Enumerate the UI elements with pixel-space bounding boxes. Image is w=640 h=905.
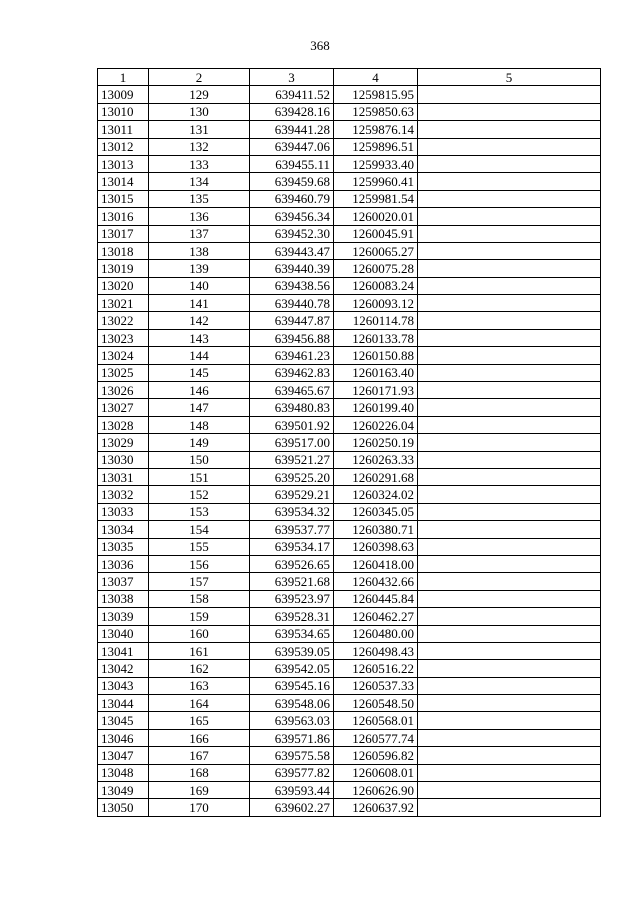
table-cell: 1260626.90 bbox=[334, 782, 418, 799]
table-row bbox=[98, 208, 601, 225]
table-cell: 1260199.40 bbox=[334, 399, 418, 416]
table-cell: 639455.11 bbox=[250, 155, 334, 172]
table-cell bbox=[418, 295, 601, 312]
table-cell: 163 bbox=[149, 677, 250, 694]
table-cell: 639428.16 bbox=[250, 103, 334, 120]
table-cell bbox=[418, 86, 601, 103]
table-row bbox=[98, 399, 601, 416]
table-cell: 13026 bbox=[98, 382, 149, 399]
table-cell: 639411.52 bbox=[250, 86, 334, 103]
table-cell: 1260065.27 bbox=[334, 242, 418, 259]
table-cell: 13013 bbox=[98, 155, 149, 172]
table-cell: 1260083.24 bbox=[334, 277, 418, 294]
table-cell: 149 bbox=[149, 434, 250, 451]
table-row bbox=[98, 608, 601, 625]
table-cell bbox=[418, 382, 601, 399]
table-cell: 129 bbox=[149, 86, 250, 103]
table-cell bbox=[418, 712, 601, 729]
table-cell bbox=[418, 695, 601, 712]
table-cell: 135 bbox=[149, 190, 250, 207]
table-cell: 639548.06 bbox=[250, 695, 334, 712]
table-cell: 639462.83 bbox=[250, 364, 334, 381]
table-cell bbox=[418, 503, 601, 520]
table-cell: 13012 bbox=[98, 138, 149, 155]
table-cell: 13036 bbox=[98, 555, 149, 572]
table-cell: 13029 bbox=[98, 434, 149, 451]
table-cell bbox=[418, 208, 601, 225]
table-cell: 13045 bbox=[98, 712, 149, 729]
table-row bbox=[98, 260, 601, 277]
table-cell: 1260462.27 bbox=[334, 608, 418, 625]
table-cell: 1260163.40 bbox=[334, 364, 418, 381]
table-cell: 166 bbox=[149, 729, 250, 746]
table-cell: 1260075.28 bbox=[334, 260, 418, 277]
table-cell: 131 bbox=[149, 121, 250, 138]
table-cell: 639456.34 bbox=[250, 208, 334, 225]
table-cell: 639460.79 bbox=[250, 190, 334, 207]
table-cell: 639528.31 bbox=[250, 608, 334, 625]
table-cell bbox=[418, 538, 601, 555]
table-cell: 151 bbox=[149, 468, 250, 485]
table-cell: 13035 bbox=[98, 538, 149, 555]
table-cell: 170 bbox=[149, 799, 250, 816]
table-cell: 639542.05 bbox=[250, 660, 334, 677]
table-cell bbox=[418, 782, 601, 799]
table-cell: 13047 bbox=[98, 747, 149, 764]
table-cell: 164 bbox=[149, 695, 250, 712]
table-row bbox=[98, 103, 601, 120]
table-cell: 1260380.71 bbox=[334, 521, 418, 538]
table-cell bbox=[418, 764, 601, 781]
table-cell bbox=[418, 729, 601, 746]
coordinates-table bbox=[97, 68, 601, 817]
table-cell: 13009 bbox=[98, 86, 149, 103]
table-cell: 158 bbox=[149, 590, 250, 607]
table-cell bbox=[418, 277, 601, 294]
table-cell: 639480.83 bbox=[250, 399, 334, 416]
table-row bbox=[98, 486, 601, 503]
table-cell bbox=[418, 677, 601, 694]
table-cell bbox=[418, 451, 601, 468]
table-cell: 13010 bbox=[98, 103, 149, 120]
table-cell: 1260133.78 bbox=[334, 329, 418, 346]
table-cell: 1260608.01 bbox=[334, 764, 418, 781]
table-cell: 639452.30 bbox=[250, 225, 334, 242]
table-cell: 1260263.33 bbox=[334, 451, 418, 468]
table-cell: 639571.86 bbox=[250, 729, 334, 746]
table-cell: 1259815.95 bbox=[334, 86, 418, 103]
table-row bbox=[98, 590, 601, 607]
table-cell: 639539.05 bbox=[250, 642, 334, 659]
table-cell: 147 bbox=[149, 399, 250, 416]
table-cell bbox=[418, 190, 601, 207]
table-cell: 1260568.01 bbox=[334, 712, 418, 729]
table-cell: 152 bbox=[149, 486, 250, 503]
table-cell: 1259981.54 bbox=[334, 190, 418, 207]
table-cell: 13014 bbox=[98, 173, 149, 190]
table-cell: 639534.17 bbox=[250, 538, 334, 555]
table-cell: 1260398.63 bbox=[334, 538, 418, 555]
table-cell: 639438.56 bbox=[250, 277, 334, 294]
column-header: 5 bbox=[418, 69, 601, 86]
table-cell: 155 bbox=[149, 538, 250, 555]
table-cell: 161 bbox=[149, 642, 250, 659]
table-cell: 13039 bbox=[98, 608, 149, 625]
table-cell: 146 bbox=[149, 382, 250, 399]
table-cell: 1260418.00 bbox=[334, 555, 418, 572]
table-row bbox=[98, 538, 601, 555]
table-cell: 1259960.41 bbox=[334, 173, 418, 190]
column-header: 2 bbox=[149, 69, 250, 86]
table-cell: 13049 bbox=[98, 782, 149, 799]
table-cell: 1260045.91 bbox=[334, 225, 418, 242]
table-cell: 13042 bbox=[98, 660, 149, 677]
table-cell: 1260498.43 bbox=[334, 642, 418, 659]
table-cell bbox=[418, 468, 601, 485]
table-cell bbox=[418, 399, 601, 416]
table-cell: 13023 bbox=[98, 329, 149, 346]
table-cell: 1260637.92 bbox=[334, 799, 418, 816]
table-cell: 639545.16 bbox=[250, 677, 334, 694]
table-cell: 139 bbox=[149, 260, 250, 277]
table-cell bbox=[418, 486, 601, 503]
table-cell: 639461.23 bbox=[250, 347, 334, 364]
table-row bbox=[98, 677, 601, 694]
table-cell: 141 bbox=[149, 295, 250, 312]
table-cell: 639440.78 bbox=[250, 295, 334, 312]
table-cell: 1260445.84 bbox=[334, 590, 418, 607]
table-cell: 1260577.74 bbox=[334, 729, 418, 746]
table-row bbox=[98, 468, 601, 485]
table-cell: 1260480.00 bbox=[334, 625, 418, 642]
table-cell: 1260516.22 bbox=[334, 660, 418, 677]
table-cell bbox=[418, 747, 601, 764]
table-cell: 132 bbox=[149, 138, 250, 155]
table-cell: 639517.00 bbox=[250, 434, 334, 451]
table-cell: 639441.28 bbox=[250, 121, 334, 138]
table-cell: 13011 bbox=[98, 121, 149, 138]
table-cell: 159 bbox=[149, 608, 250, 625]
table-cell: 156 bbox=[149, 555, 250, 572]
table-cell bbox=[418, 573, 601, 590]
column-header: 4 bbox=[334, 69, 418, 86]
table-row bbox=[98, 329, 601, 346]
table-cell: 13017 bbox=[98, 225, 149, 242]
table-cell bbox=[418, 312, 601, 329]
table-row bbox=[98, 121, 601, 138]
table-cell: 162 bbox=[149, 660, 250, 677]
table-cell: 13041 bbox=[98, 642, 149, 659]
table-cell: 140 bbox=[149, 277, 250, 294]
table-cell: 13027 bbox=[98, 399, 149, 416]
table-cell bbox=[418, 329, 601, 346]
table-row bbox=[98, 573, 601, 590]
table-cell: 13050 bbox=[98, 799, 149, 816]
page-number: 368 bbox=[310, 38, 330, 53]
table-row bbox=[98, 364, 601, 381]
table-row bbox=[98, 747, 601, 764]
table-cell bbox=[418, 138, 601, 155]
table-row bbox=[98, 503, 601, 520]
table-row bbox=[98, 416, 601, 433]
table-cell: 1259850.63 bbox=[334, 103, 418, 120]
table-cell: 154 bbox=[149, 521, 250, 538]
table-cell: 1259876.14 bbox=[334, 121, 418, 138]
table-cell: 13043 bbox=[98, 677, 149, 694]
table-cell: 639577.82 bbox=[250, 764, 334, 781]
table-cell: 1260324.02 bbox=[334, 486, 418, 503]
table-cell: 144 bbox=[149, 347, 250, 364]
table-cell: 1260596.82 bbox=[334, 747, 418, 764]
table-cell: 1260537.33 bbox=[334, 677, 418, 694]
table-cell bbox=[418, 364, 601, 381]
table-cell bbox=[418, 590, 601, 607]
table-cell: 168 bbox=[149, 764, 250, 781]
table-cell: 133 bbox=[149, 155, 250, 172]
table-cell: 639525.20 bbox=[250, 468, 334, 485]
table-cell: 13028 bbox=[98, 416, 149, 433]
table-cell: 639447.87 bbox=[250, 312, 334, 329]
table-cell: 639459.68 bbox=[250, 173, 334, 190]
table-cell bbox=[418, 225, 601, 242]
table-cell: 1259896.51 bbox=[334, 138, 418, 155]
table-cell: 639529.21 bbox=[250, 486, 334, 503]
table-row bbox=[98, 382, 601, 399]
table-row bbox=[98, 138, 601, 155]
table-row bbox=[98, 729, 601, 746]
table-row bbox=[98, 712, 601, 729]
table-cell: 13048 bbox=[98, 764, 149, 781]
table-cell: 1260432.66 bbox=[334, 573, 418, 590]
table-cell: 13025 bbox=[98, 364, 149, 381]
table-cell: 1259933.40 bbox=[334, 155, 418, 172]
table-row bbox=[98, 451, 601, 468]
table-cell bbox=[418, 799, 601, 816]
table-cell: 143 bbox=[149, 329, 250, 346]
table-cell: 130 bbox=[149, 103, 250, 120]
table-cell: 160 bbox=[149, 625, 250, 642]
table-row bbox=[98, 295, 601, 312]
table-row bbox=[98, 625, 601, 642]
table-row bbox=[98, 190, 601, 207]
table-cell: 145 bbox=[149, 364, 250, 381]
table-cell: 1260345.05 bbox=[334, 503, 418, 520]
table-cell: 13038 bbox=[98, 590, 149, 607]
table-cell: 136 bbox=[149, 208, 250, 225]
table-row bbox=[98, 521, 601, 538]
column-header: 3 bbox=[250, 69, 334, 86]
table-cell: 639593.44 bbox=[250, 782, 334, 799]
table-cell: 1260171.93 bbox=[334, 382, 418, 399]
table-cell: 1260093.12 bbox=[334, 295, 418, 312]
table-row bbox=[98, 155, 601, 172]
table-cell: 13044 bbox=[98, 695, 149, 712]
table-cell: 639537.77 bbox=[250, 521, 334, 538]
table-cell: 13046 bbox=[98, 729, 149, 746]
table-cell: 1260291.68 bbox=[334, 468, 418, 485]
table-cell bbox=[418, 434, 601, 451]
table-cell bbox=[418, 242, 601, 259]
table-cell bbox=[418, 625, 601, 642]
table-cell bbox=[418, 260, 601, 277]
table-cell: 639575.58 bbox=[250, 747, 334, 764]
table-cell: 639534.32 bbox=[250, 503, 334, 520]
table-row bbox=[98, 277, 601, 294]
table-cell: 13015 bbox=[98, 190, 149, 207]
table-cell: 13016 bbox=[98, 208, 149, 225]
table-row bbox=[98, 86, 601, 103]
table-row bbox=[98, 782, 601, 799]
table-cell: 142 bbox=[149, 312, 250, 329]
table-cell bbox=[418, 555, 601, 572]
table-cell bbox=[418, 155, 601, 172]
table-cell: 1260114.78 bbox=[334, 312, 418, 329]
table-cell: 137 bbox=[149, 225, 250, 242]
table-cell: 13020 bbox=[98, 277, 149, 294]
table-cell: 134 bbox=[149, 173, 250, 190]
table-cell: 153 bbox=[149, 503, 250, 520]
table-row bbox=[98, 555, 601, 572]
table-cell: 13024 bbox=[98, 347, 149, 364]
table-cell: 169 bbox=[149, 782, 250, 799]
table-cell: 639456.88 bbox=[250, 329, 334, 346]
table-cell bbox=[418, 660, 601, 677]
table-cell: 13021 bbox=[98, 295, 149, 312]
table-cell: 13033 bbox=[98, 503, 149, 520]
table-cell: 13034 bbox=[98, 521, 149, 538]
table-cell: 165 bbox=[149, 712, 250, 729]
table-cell: 138 bbox=[149, 242, 250, 259]
table-cell: 639534.65 bbox=[250, 625, 334, 642]
table-cell: 1260250.19 bbox=[334, 434, 418, 451]
table-cell: 639501.92 bbox=[250, 416, 334, 433]
table-cell: 13032 bbox=[98, 486, 149, 503]
table-body bbox=[98, 86, 601, 816]
table-cell: 1260548.50 bbox=[334, 695, 418, 712]
column-header: 1 bbox=[98, 69, 149, 86]
table-row bbox=[98, 312, 601, 329]
table-cell: 639523.97 bbox=[250, 590, 334, 607]
table-cell bbox=[418, 642, 601, 659]
table-cell: 639440.39 bbox=[250, 260, 334, 277]
table-row bbox=[98, 347, 601, 364]
table-cell: 639602.27 bbox=[250, 799, 334, 816]
table-cell bbox=[418, 121, 601, 138]
table-row bbox=[98, 764, 601, 781]
table-row bbox=[98, 660, 601, 677]
table-cell: 13040 bbox=[98, 625, 149, 642]
table-cell bbox=[418, 416, 601, 433]
table-row bbox=[98, 225, 601, 242]
table-cell: 13031 bbox=[98, 468, 149, 485]
table-cell: 639447.06 bbox=[250, 138, 334, 155]
table-cell: 167 bbox=[149, 747, 250, 764]
table-row bbox=[98, 642, 601, 659]
table-cell: 150 bbox=[149, 451, 250, 468]
table-cell: 148 bbox=[149, 416, 250, 433]
table-cell bbox=[418, 521, 601, 538]
table-cell: 639465.67 bbox=[250, 382, 334, 399]
table-cell: 13037 bbox=[98, 573, 149, 590]
table-cell: 13019 bbox=[98, 260, 149, 277]
table-row bbox=[98, 173, 601, 190]
table-cell: 1260226.04 bbox=[334, 416, 418, 433]
table-cell bbox=[418, 173, 601, 190]
table-cell: 13018 bbox=[98, 242, 149, 259]
table-cell: 13022 bbox=[98, 312, 149, 329]
table-cell bbox=[418, 608, 601, 625]
table-header-row bbox=[98, 69, 601, 86]
table-cell: 639521.68 bbox=[250, 573, 334, 590]
table-cell: 639526.65 bbox=[250, 555, 334, 572]
table-cell: 639521.27 bbox=[250, 451, 334, 468]
table-row bbox=[98, 434, 601, 451]
table-row bbox=[98, 242, 601, 259]
table-row bbox=[98, 799, 601, 816]
table-cell: 1260020.01 bbox=[334, 208, 418, 225]
table-cell: 639563.03 bbox=[250, 712, 334, 729]
table-cell bbox=[418, 103, 601, 120]
table-cell bbox=[418, 347, 601, 364]
table-cell: 157 bbox=[149, 573, 250, 590]
table-row bbox=[98, 695, 601, 712]
table-cell: 13030 bbox=[98, 451, 149, 468]
table-cell: 1260150.88 bbox=[334, 347, 418, 364]
table-cell: 639443.47 bbox=[250, 242, 334, 259]
